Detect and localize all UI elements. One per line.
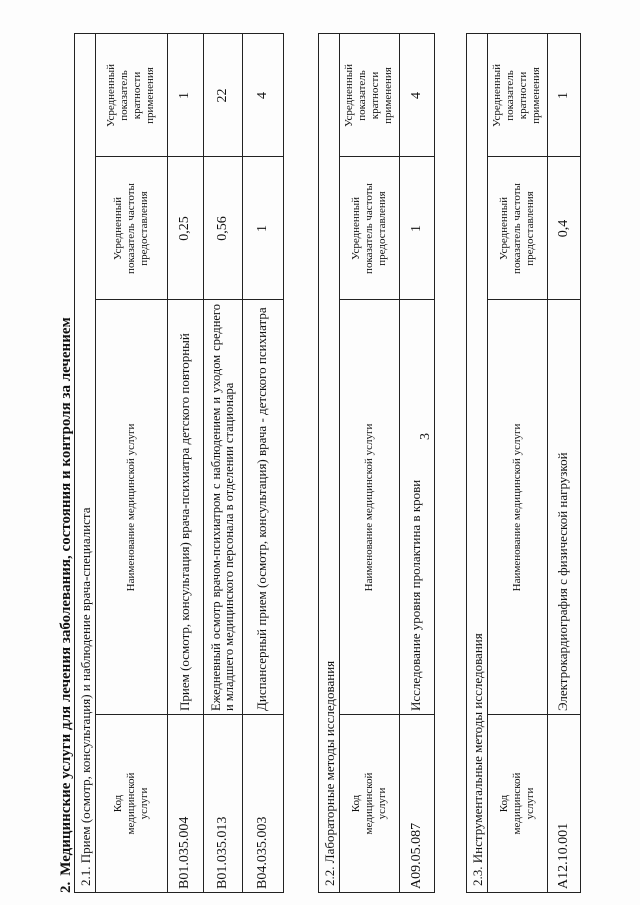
row-code: B01.035.013 (214, 816, 230, 889)
table-caption: 2.2. Лабораторные методы исследования (321, 660, 337, 886)
header-freq: Усредненный показатель частоты предоставления (111, 183, 150, 274)
row-freq: 0,56 (214, 216, 230, 241)
row-name: Электрокардиография с физической нагрузкой (555, 452, 571, 711)
table-2-2 (318, 33, 435, 893)
header-code: Код медицинской услуги (497, 772, 536, 835)
row-name: Прием (осмотр, консультация) врача-психиатра детского повторный (176, 333, 192, 711)
header-code: Код медицинской услуги (111, 772, 150, 835)
header-freq: Усредненный показатель частоты предоставления (497, 183, 536, 274)
row-freq: 1 (408, 225, 424, 232)
table-2-1 (74, 33, 284, 893)
header-name: Наименование медицинской услуги (124, 423, 137, 592)
header-code: Код медицинской услуги (349, 772, 388, 835)
row-code: A09.05.087 (408, 822, 424, 889)
header-name: Наименование медицинской услуги (362, 423, 375, 592)
row-mult: 4 (254, 92, 270, 99)
header-mult: Усредненный показатель кратности применения (343, 64, 394, 128)
row-freq: 1 (254, 225, 270, 232)
page-number: 3 (418, 433, 433, 440)
row-name: Ежедневный осмотр врачом-психиатром с наблюдением и уходом среднего и младшего медицинского персонала в отделении стационара (208, 304, 236, 711)
row-freq: 0,25 (177, 216, 192, 241)
row-mult: 1 (177, 92, 192, 99)
row-mult: 1 (555, 92, 571, 99)
row-code: B04.035.003 (254, 816, 270, 889)
header-mult: Усредненный показатель кратности применения (105, 64, 156, 128)
row-code: B01.035.004 (177, 816, 192, 889)
row-mult: 4 (408, 92, 424, 99)
section-number: 2. (58, 881, 74, 893)
row-name: Исследование уровня пролактина в крови (408, 479, 424, 711)
header-freq: Усредненный показатель частоты предоставления (349, 183, 388, 274)
section-title-text: Медицинские услуги для лечения заболевания, состояния и контроля за лечением (58, 317, 74, 876)
row-freq: 0,4 (555, 219, 571, 238)
row-mult: 22 (214, 88, 230, 103)
table-2-3 (466, 33, 581, 893)
row-name: Диспансерный прием (осмотр, консультация) врача - детского психиатра (254, 307, 270, 711)
header-name: Наименование медицинской услуги (510, 423, 523, 592)
section-title (58, 33, 75, 893)
table-caption: 2.3. Инструментальные методы исследования (469, 633, 485, 886)
row-code: A12.10.001 (555, 822, 571, 889)
table-caption: 2.1. Прием (осмотр, консультация) и наблюдение врача-специалиста (77, 507, 93, 886)
header-mult: Усредненный показатель кратности применения (491, 64, 542, 128)
